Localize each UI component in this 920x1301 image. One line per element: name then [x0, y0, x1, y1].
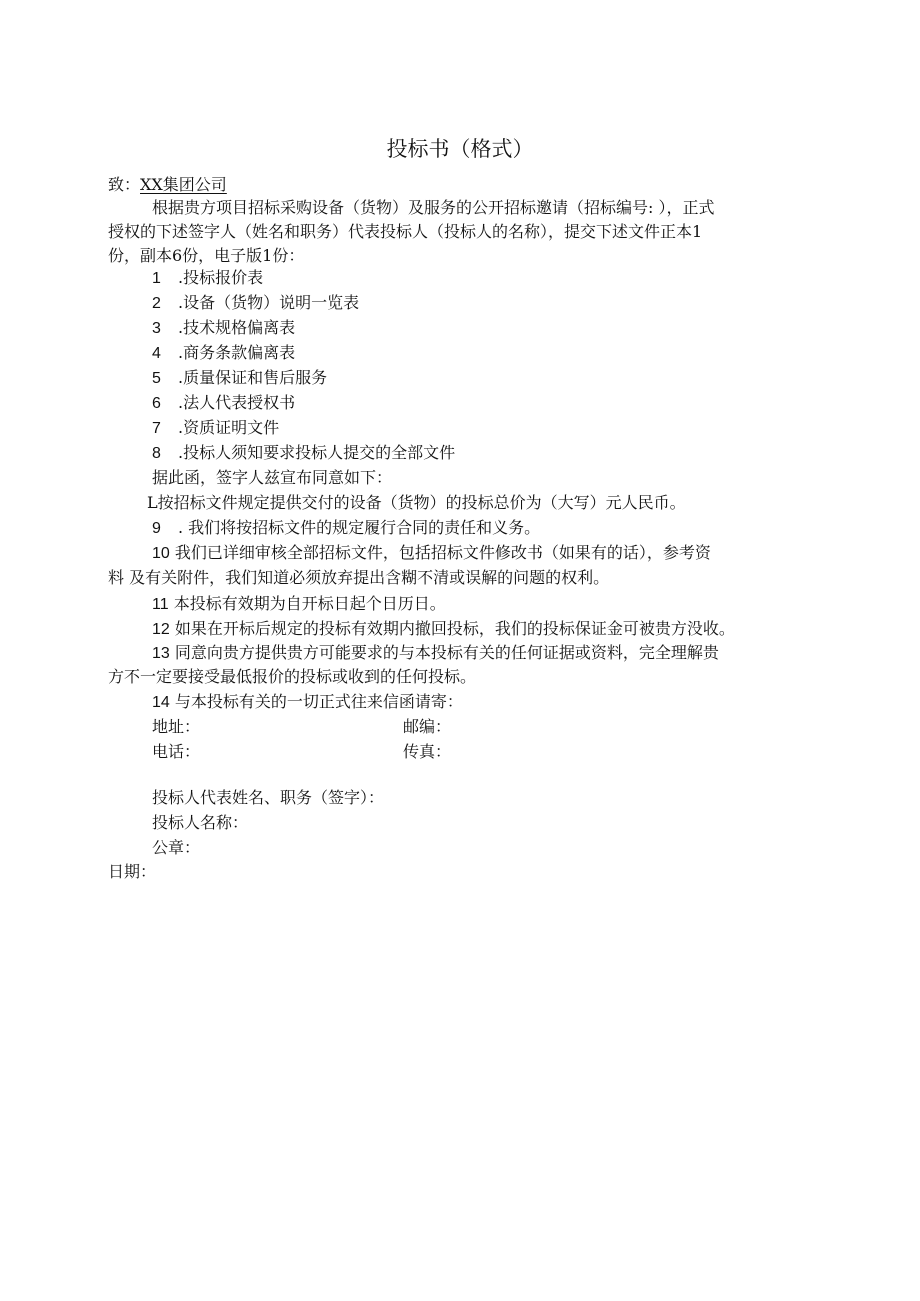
list-item-text: .法人代表授权书 [178, 393, 296, 412]
clause-text: 与本投标有关的一切正式往来信函请寄： [174, 692, 463, 711]
clause-total-price: L按招标文件规定提供交付的设备（货物）的投标总价为（大写）元人民币。 [147, 493, 686, 512]
clause-13 [152, 643, 719, 664]
list-item-text: .投标报价表 [178, 268, 264, 287]
intro-line-1: 根据贵方项目招标采购设备（货物）及服务的公开招标邀请（招标编号: ），正式 [152, 198, 715, 217]
clause-text: 同意向贵方提供贵方可能要求的与本投标有关的任何证据或资料，完全理解贵 [174, 643, 719, 662]
seal-label: 公章： [152, 838, 201, 857]
fax-label: 传真： [403, 742, 452, 761]
list-item-number: 1 [152, 270, 161, 287]
list-item-text: .设备（货物）说明一览表 [178, 293, 360, 312]
list-item-text: .质量保证和售后服务 [178, 368, 328, 387]
representative-name-label: 投标人代表姓名、职务（签字）： [152, 788, 385, 807]
list-item [152, 343, 295, 364]
list-item [152, 368, 327, 389]
list-item-text: .技术规格偏离表 [178, 318, 296, 337]
list-item-number: 2 [152, 295, 161, 312]
clause-13-continued: 方不一定要接受最低报价的投标或收到的任何投标。 [108, 667, 477, 686]
declaration-line: 据此函，签字人兹宣布同意如下： [152, 468, 393, 487]
list-item [152, 293, 359, 314]
postcode-label: 邮编： [403, 717, 452, 736]
list-item-number: 8 [152, 445, 161, 462]
clause-10-continued: 料 及有关附件，我们知道必须放弃提出含糊不清或误解的问题的权利。 [108, 568, 610, 587]
clause-9 [152, 518, 540, 539]
intro-line-2: 授权的下述签字人（姓名和职务）代表投标人（投标人的名称），提交下述文件正本1 [108, 222, 703, 241]
list-item [152, 418, 279, 439]
phone-label: 电话： [152, 742, 201, 761]
list-item-number: 5 [152, 370, 161, 387]
bidder-name-label: 投标人名称： [152, 813, 249, 832]
list-item-text: .投标人须知要求投标人提交的全部文件 [178, 443, 456, 462]
list-item-number: 3 [152, 320, 161, 337]
list-item [152, 318, 295, 339]
intro-line-3: 份，副本6份，电子版1份： [108, 246, 305, 265]
list-item-number: 4 [152, 345, 161, 362]
clause-number: 10 [152, 545, 170, 562]
date-label: 日期： [108, 862, 157, 881]
list-item-number: 7 [152, 420, 161, 437]
list-item [152, 443, 455, 464]
clause-number: 9 [152, 520, 161, 537]
recipient-company: XX集团公司 [140, 175, 227, 194]
list-item-text: .资质证明文件 [178, 418, 280, 437]
clause-text: 我们已详细审核全部招标文件，包括招标文件修改书（如果有的话），参考资 [174, 543, 711, 562]
clause-text: 本投标有效期为自开标日起个日历日。 [173, 594, 446, 613]
document-title: 投标书（格式） [386, 137, 534, 161]
recipient-prefix: 致： [108, 175, 141, 194]
address-label: 地址： [152, 717, 201, 736]
clause-number: 13 [152, 645, 170, 662]
clause-text: 如果在开标后规定的投标有效期内撤回投标，我们的投标保证金可被贵方没收。 [174, 619, 735, 638]
clause-text: . 我们将按招标文件的规定履行合同的责任和义务。 [178, 518, 541, 537]
recipient-line [108, 175, 227, 195]
clause-10 [152, 543, 711, 564]
clause-14 [152, 692, 463, 713]
clause-12 [152, 619, 735, 640]
list-item-text: .商务条款偏离表 [178, 343, 296, 362]
clause-number: 11 [152, 596, 169, 613]
clause-number: 12 [152, 621, 170, 638]
list-item [152, 393, 295, 414]
clause-number: 14 [152, 694, 170, 711]
list-item [152, 268, 263, 289]
clause-11 [152, 594, 446, 615]
list-item-number: 6 [152, 395, 161, 412]
